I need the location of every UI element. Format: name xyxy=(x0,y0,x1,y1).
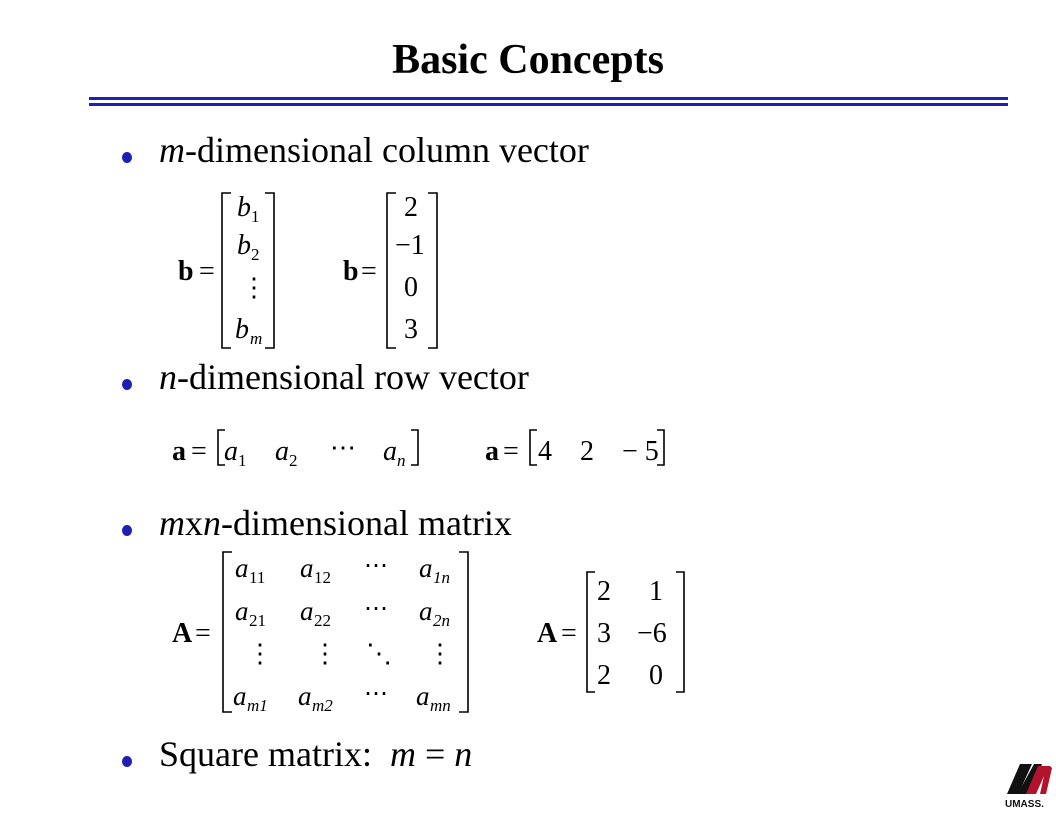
entry-1-1-subscript: 22 xyxy=(314,611,331,630)
entry-0: 2 xyxy=(404,192,418,223)
left-bracket xyxy=(587,572,595,692)
matrix-symbol: A xyxy=(172,618,193,649)
entry-0-3: a xyxy=(419,553,433,583)
entry-2-1: ⋮ xyxy=(312,639,338,668)
vector-symbol: a xyxy=(172,436,186,467)
entry-2: 0 xyxy=(404,272,418,303)
entry-1-3-subscript: 2n xyxy=(433,611,450,630)
logo-text: UMASS. xyxy=(1005,799,1044,810)
entry-1: a xyxy=(275,436,289,467)
entry-3: b xyxy=(235,314,249,345)
vector-symbol: b xyxy=(178,256,194,287)
entry-1-0: 3 xyxy=(597,618,611,649)
bullet-text: n-dimensional row vector xyxy=(159,357,529,397)
entry-1: 2 xyxy=(580,436,594,467)
right-bracket xyxy=(459,552,468,712)
right-bracket xyxy=(265,193,274,348)
equals-sign: = xyxy=(195,618,211,649)
entry-3: 3 xyxy=(404,314,418,345)
entry-1-0-subscript: 21 xyxy=(249,611,266,630)
equals-sign: = xyxy=(503,436,519,467)
bullet-text: Square matrix: m = n xyxy=(159,734,473,774)
equals-sign: = xyxy=(361,256,377,287)
entry-2-0: 2 xyxy=(597,660,611,691)
entry-1-3: a xyxy=(419,596,433,626)
entry-1-1: a xyxy=(300,596,314,626)
entry-0-1-subscript: 12 xyxy=(314,568,331,587)
row-vector-entries xyxy=(538,436,659,467)
entry-3-0: a xyxy=(233,681,247,711)
equals-sign: = xyxy=(191,436,207,467)
entry-3-3: a xyxy=(416,681,430,711)
entry-1-subscript: 2 xyxy=(251,245,260,264)
entry-0: a xyxy=(224,436,238,467)
entry-3-subscript: n xyxy=(397,451,406,470)
vector-symbol: a xyxy=(485,436,499,467)
entry-1-1: −6 xyxy=(637,618,667,649)
vector-symbol: b xyxy=(343,256,359,287)
entry-1-subscript: 2 xyxy=(289,451,298,470)
matrix-entries xyxy=(597,576,667,691)
equals-sign: = xyxy=(561,618,577,649)
entry-0-0: a xyxy=(235,553,249,583)
entry-3-0-subscript: m1 xyxy=(247,696,268,715)
entry-2-1: 0 xyxy=(649,660,663,691)
entry-2: ⋮ xyxy=(241,273,267,302)
page-title: Basic Concepts xyxy=(392,37,664,83)
umass-logo-icon xyxy=(1004,760,1054,810)
matrix-symbol: A xyxy=(537,618,558,649)
left-bracket xyxy=(387,193,396,348)
matrix-general xyxy=(172,552,468,715)
entry-0-subscript: 1 xyxy=(238,451,247,470)
entry-0-0-subscript: 11 xyxy=(249,568,266,587)
right-bracket xyxy=(676,572,684,692)
left-bracket xyxy=(223,552,232,712)
entry-1-2: ⋯ xyxy=(364,596,388,622)
matrix-entries xyxy=(233,553,453,715)
row-vector-general xyxy=(172,430,418,470)
entry-0-1: 1 xyxy=(649,576,663,607)
bullet-text: mxn-dimensional matrix xyxy=(159,503,512,543)
entry-2-0: ⋮ xyxy=(247,639,273,668)
entry-1: b xyxy=(237,230,251,261)
entry-2: − 5 xyxy=(622,436,659,467)
entry-3: a xyxy=(383,436,397,467)
entry-2-2: ⋱ xyxy=(366,639,392,668)
bullet-text: m-dimensional column vector xyxy=(159,130,589,170)
matrix-example xyxy=(537,572,684,692)
entry-1-0: a xyxy=(235,596,249,626)
entry-3-1-subscript: m2 xyxy=(312,696,333,715)
entry-3-subscript: m xyxy=(250,329,263,348)
column-vector-entries xyxy=(235,192,267,348)
equals-sign: = xyxy=(199,256,215,287)
entry-3-1: a xyxy=(298,681,312,711)
column-vector-example xyxy=(343,192,437,348)
entry-2: ⋯ xyxy=(330,433,356,462)
row-vector-entries xyxy=(224,433,406,470)
row-vector-example xyxy=(485,430,664,467)
entry-3-2: ⋯ xyxy=(364,681,388,707)
entry-0-3-subscript: 1n xyxy=(433,568,450,587)
left-bracket xyxy=(530,430,537,465)
entry-0: 4 xyxy=(538,436,552,467)
entry-3-3-subscript: mn xyxy=(430,696,451,715)
entry-0-subscript: 1 xyxy=(251,207,260,226)
column-vector-entries xyxy=(395,192,425,345)
right-bracket xyxy=(428,193,437,348)
entry-2-3: ⋮ xyxy=(427,639,453,668)
column-vector-general xyxy=(178,192,274,348)
entry-0-0: 2 xyxy=(597,576,611,607)
left-bracket xyxy=(222,193,231,348)
entry-0-2: ⋯ xyxy=(364,553,388,579)
right-bracket xyxy=(411,430,418,465)
entry-1: −1 xyxy=(395,230,425,261)
entry-0-1: a xyxy=(300,553,314,583)
entry-0: b xyxy=(237,192,251,223)
